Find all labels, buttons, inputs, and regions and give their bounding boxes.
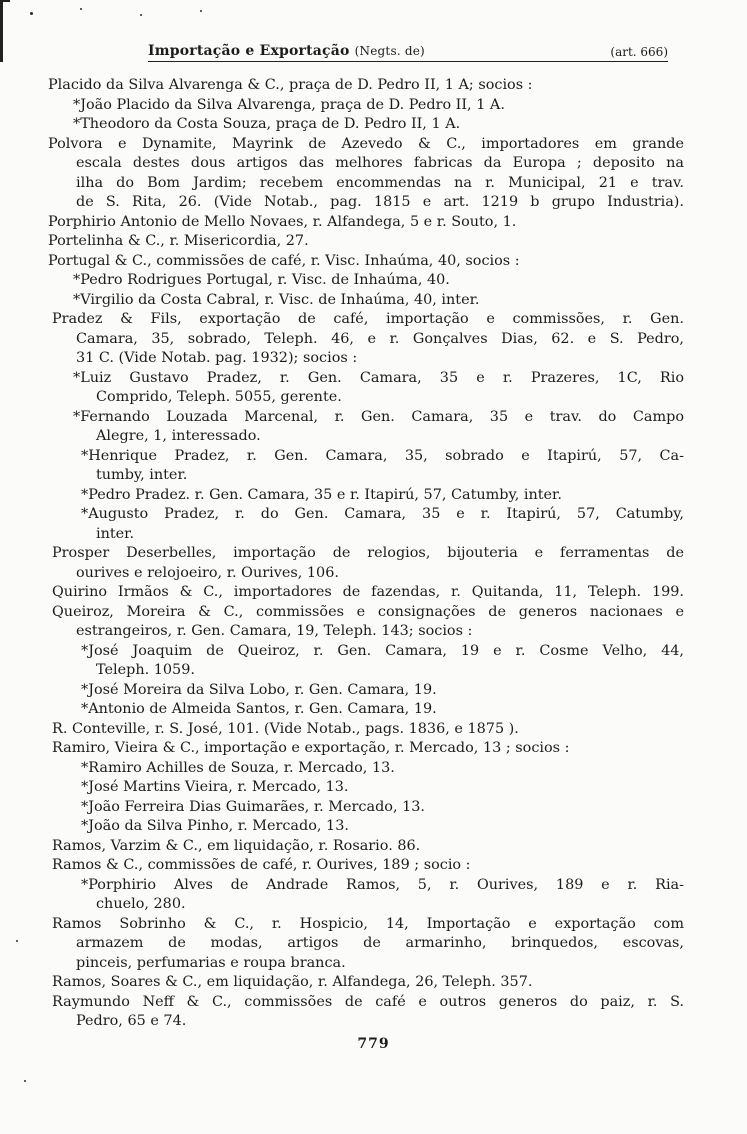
entry-line: R. Conteville, r. S. José, 101. (Vide Notab., pags. 1836, e 1875 ). (52, 720, 519, 737)
partner-line: *Fernando Louzada Marcenal, r. Gen. Camara, 35 e trav. do Campo (73, 408, 684, 425)
header-title-text: Importação e Exportação (148, 43, 350, 59)
entry-line: Ramos, Soares & C., em liquidação, r. Alfandega, 26, Teleph. 357. (52, 974, 533, 990)
partner-line: *João Placido da Silva Alvarenga, praça de D. Pedro II, 1 A. (73, 96, 505, 113)
print-speck (200, 10, 202, 12)
entry-continuation: escala destes dous artigos das melhores fabricas da Europa ; deposito na (76, 155, 684, 171)
entry-line: Porphirio Antonio de Mello Novaes, r. Alfandega, 5 e r. Souto, 1. (48, 213, 517, 230)
partner-continuation: chuelo, 280. (96, 896, 186, 912)
print-speck (24, 1080, 26, 1082)
partner-continuation: tumby, inter. (96, 467, 188, 483)
entry-line: Ramos Sobrinho & C., r. Hospicio, 14, Importação e exportação com (52, 915, 684, 932)
print-speck (140, 14, 142, 16)
entry-line: Ramos, Varzim & C., em liquidação, r. Rosario. 86. (52, 837, 421, 854)
entry-line: Ramiro, Vieira & C., importação e exportação, r. Mercado, 13 ; socios : (52, 740, 570, 756)
partner-line: *Pedro Pradez. r. Gen. Camara, 35 e r. Itapirú, 57, Catumby, inter. (81, 486, 562, 503)
partner-line: *José Moreira da Silva Lobo, r. Gen. Camara, 19. (81, 681, 437, 698)
entry-continuation: ourives e relojoeiro, r. Ourives, 106. (76, 564, 339, 581)
entry-line: Portelinha & C., r. Misericordia, 27. (48, 233, 309, 249)
entry-continuation: Pedro, 65 e 74. (76, 1013, 187, 1029)
entry-line: Pradez & Fils, exportação de café, importação e commissões, r. Gen. (52, 311, 684, 327)
partner-line: *Porphirio Alves de Andrade Ramos, 5, r. Ourives, 189 e r. Ria- (81, 876, 684, 893)
print-speck (80, 8, 82, 10)
entry-line: Placido da Silva Alvarenga & C., praça de D. Pedro II, 1 A; socios : (48, 77, 533, 93)
entry-continuation: estrangeiros, r. Gen. Camara, 19, Teleph. 143; socios : (76, 623, 473, 639)
partner-line: *Ramiro Achilles de Souza, r. Mercado, 13. (81, 759, 395, 776)
partner-line: *José Martins Vieira, r. Mercado, 13. (81, 779, 349, 795)
entry-continuation: ilha do Bom Jardim; recebem encommendas na r. Municipal, 21 e trav. (76, 174, 684, 191)
entry-continuation: 31 C. (Vide Notab. pag. 1932); socios : (76, 350, 358, 366)
directory-listing (48, 76, 684, 1032)
entry-continuation: pinceis, perfumarias e roupa branca. (76, 954, 346, 971)
partner-line: *João Ferreira Dias Guimarães, r. Mercado, 13. (81, 798, 425, 815)
partner-continuation: Comprido, Teleph. 5055, gerente. (96, 389, 342, 405)
entry-line: Quirino Irmãos & C., importadores de fazendas, r. Quitanda, 11, Teleph. 199. (52, 584, 684, 600)
partner-continuation: Teleph. 1059. (96, 662, 195, 678)
entry-line: Portugal & C., commissões de café, r. Visc. Inhaúma, 40, socios : (48, 252, 520, 269)
partner-line: *Augusto Pradez, r. do Gen. Camara, 35 e r. Itapirú, 57, Catumby, (81, 506, 684, 522)
partner-line: *João da Silva Pinho, r. Mercado, 13. (81, 818, 349, 834)
partner-line: *Luiz Gustavo Pradez, r. Gen. Camara, 35 e r. Prazeres, 1C, Rio (73, 369, 684, 386)
partner-line: *Antonio de Almeida Santos, r. Gen. Camara, 19. (81, 701, 437, 717)
entry-line: Raymundo Neff & C., commissões de café e outros generos do paiz, r. S. (52, 993, 684, 1010)
print-speck (16, 940, 18, 942)
entry-line: Polvora e Dynamite, Mayrink de Azevedo & C., importadores em grande (48, 135, 684, 152)
partner-line: *José Joaquim de Queiroz, r. Gen. Camara, 19 e r. Cosme Velho, 44, (81, 642, 684, 659)
header-subtitle: (Negts. de) (354, 44, 425, 58)
entry-continuation: de S. Rita, 26. (Vide Notab., pag. 1815 e art. 1219 b grupo Industria). (76, 194, 684, 210)
partner-line: *Virgilio da Costa Cabral, r. Visc. de Inhaúma, 40, inter. (73, 291, 480, 308)
partner-continuation: inter. (96, 525, 135, 542)
header-title (148, 43, 425, 59)
print-speck (30, 12, 33, 15)
header-article: (art. 666) (610, 45, 668, 59)
entry-line: Queiroz, Moreira & C., commissões e consignações de generos nacionaes e (52, 603, 684, 620)
partner-continuation: Alegre, 1, interessado. (96, 428, 261, 444)
partner-line: *Henrique Pradez, r. Gen. Camara, 35, sobrado e Itapirú, 57, Ca- (81, 447, 684, 464)
entry-continuation: armazem de modas, artigos de armarinho, brinquedos, escovas, (76, 935, 684, 951)
page-edge-shadow (0, 0, 10, 62)
entry-line: Prosper Deserbelles, importação de relogios, bijouteria e ferramentas de (52, 545, 684, 561)
page-number: 779 (357, 1036, 390, 1052)
running-header (148, 37, 668, 62)
entry-line: Ramos & C., commissões de café, r. Ourives, 189 ; socio : (52, 857, 471, 873)
partner-line: *Theodoro da Costa Souza, praça de D. Pedro II, 1 A. (73, 116, 461, 132)
entry-continuation: Camara, 35, sobrado, Teleph. 46, e r. Gonçalves Dias, 62. e S. Pedro, (76, 330, 684, 347)
partner-line: *Pedro Rodrigues Portugal, r. Visc. de Inhaúma, 40. (73, 272, 450, 288)
